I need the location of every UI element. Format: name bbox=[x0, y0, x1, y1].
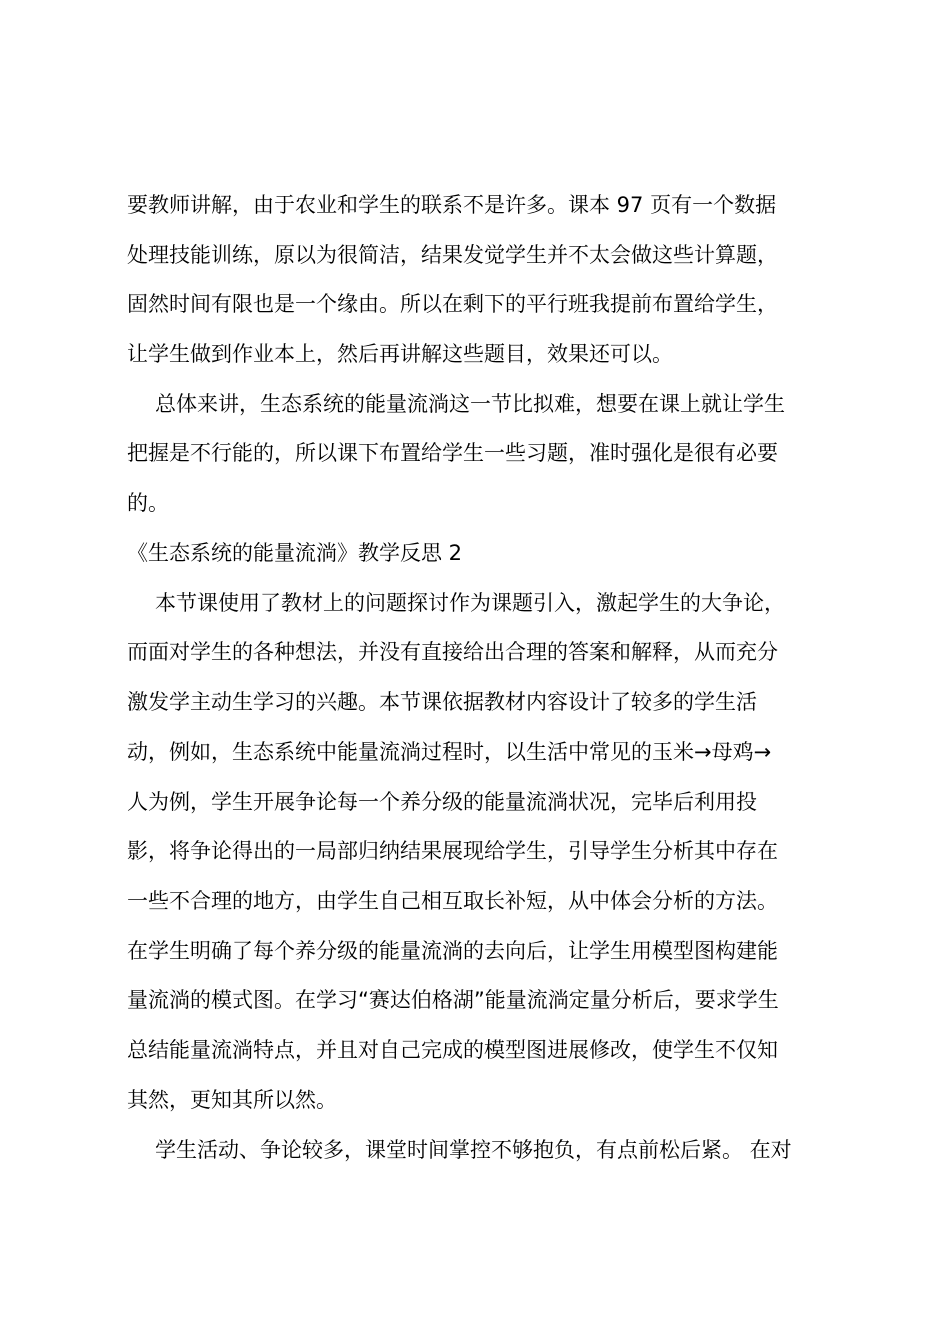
paragraph-line: 人为例，学生开展争论每一个养分级的能量流淌状况，完毕后利用投 bbox=[127, 790, 757, 814]
paragraph-line: 本节课使用了教材上的问题探讨作为课题引入，激起学生的大争论， bbox=[155, 591, 785, 615]
section-heading: 《生态系统的能量流淌》教学反思 2 bbox=[127, 541, 463, 565]
paragraph-line: 的。 bbox=[127, 491, 169, 515]
paragraph-line: 其然，更知其所以然。 bbox=[127, 1088, 337, 1112]
paragraph-line: 固然时间有限也是一个缘由。所以在剩下的平行班我提前布置给学生， bbox=[127, 292, 778, 316]
paragraph-line: 量流淌的模式图。在学习“赛达伯格湖”能量流淌定量分析后，要求学生 bbox=[127, 988, 779, 1012]
paragraph-line: 影，将争论得出的一局部归纳结果展现给学生，引导学生分析其中存在 bbox=[127, 839, 778, 863]
paragraph-line: 学生活动、争论较多，课堂时间掌控不够抱负，有点前松后紧。 在对 bbox=[155, 1138, 792, 1162]
paragraph-line: 一些不合理的地方，由学生自己相互取长补短，从中体会分析的方法。 bbox=[127, 889, 778, 913]
paragraph-line: 处理技能训练，原以为很简洁，结果发觉学生并不太会做这些计算题， bbox=[127, 243, 778, 267]
paragraph-line: 激发学主动生学习的兴趣。本节课依据教材内容设计了较多的学生活 bbox=[127, 690, 757, 714]
paragraph-line: 在学生明确了每个养分级的能量流淌的去向后，让学生用模型图构建能 bbox=[127, 939, 778, 963]
paragraph-line: 要教师讲解，由于农业和学生的联系不是许多。课本 97 页有一个数据 bbox=[127, 193, 777, 217]
paragraph-line: 而面对学生的各种想法，并没有直接给出合理的答案和解释，从而充分 bbox=[127, 640, 778, 664]
paragraph-line: 动，例如，生态系统中能量流淌过程时，以生活中常见的玉米→母鸡→ bbox=[127, 740, 772, 764]
paragraph-line: 让学生做到作业本上，然后再讲解这些题目，效果还可以。 bbox=[127, 342, 673, 366]
paragraph-line: 总结能量流淌特点，并且对自己完成的模型图进展修改，使学生不仅知 bbox=[127, 1038, 778, 1062]
paragraph-line: 总体来讲，生态系统的能量流淌这一节比拟难，想要在课上就让学生 bbox=[155, 392, 785, 416]
paragraph-line: 把握是不行能的，所以课下布置给学生一些习题，准时强化是很有必要 bbox=[127, 441, 778, 465]
